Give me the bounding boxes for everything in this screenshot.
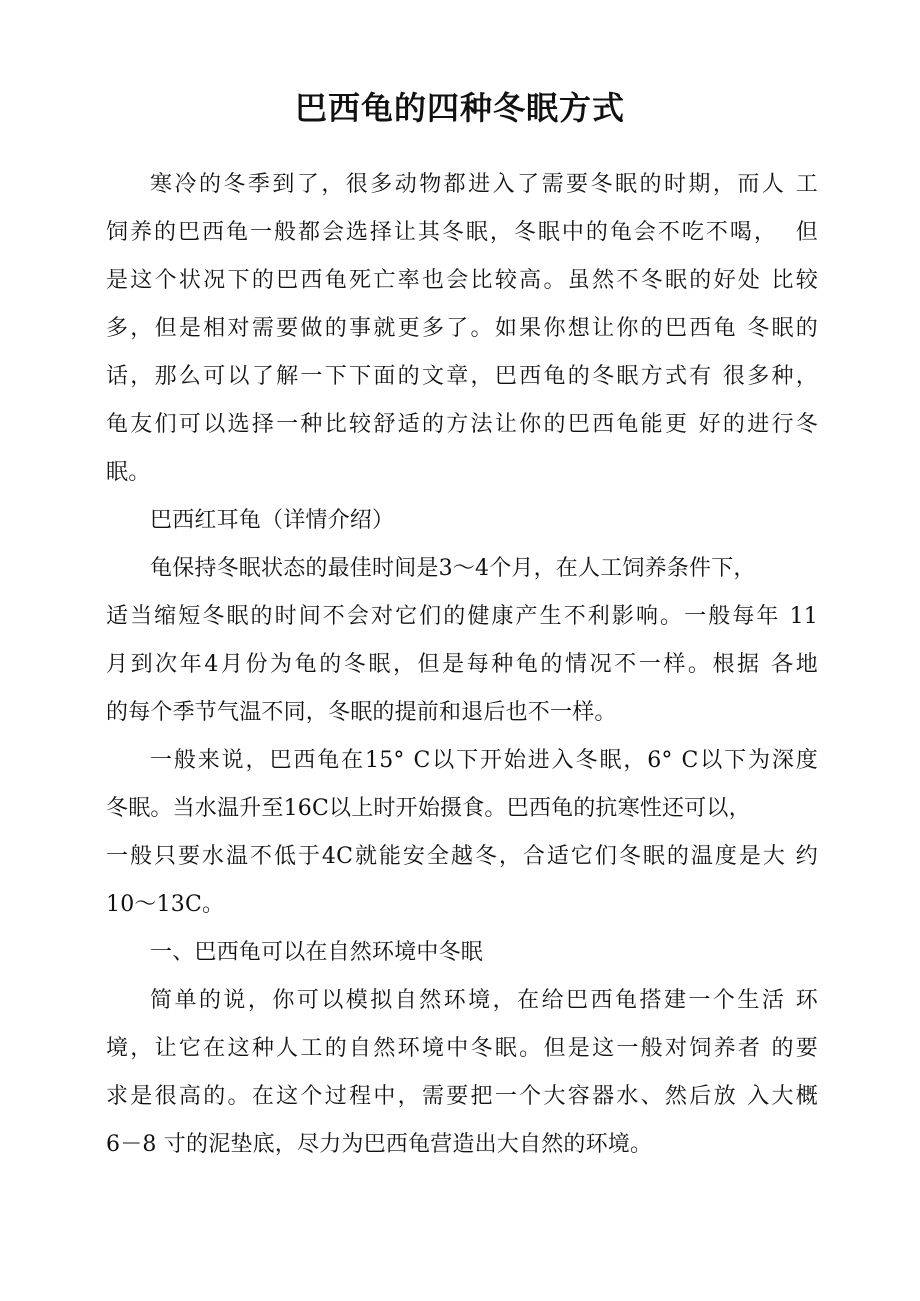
section-heading: 一、巴西龟可以在自然环境中冬眠 [150,940,484,965]
paragraph-line: 适当缩短冬眠的时间不会对它们的健康产生不利影响。一般每年 11 [106,604,818,629]
paragraph-line: 的每个季节气温不同，冬眠的提前和退后也不一样。 [106,700,617,725]
paragraph-line: 求是很高的。在这个过程中，需要把一个大容器水、然后放 入大概 [106,1084,818,1109]
paragraph-line: 多，但是相对需要做的事就更多了。如果你想让你的巴西龟 冬眠的 [106,316,818,341]
paragraph-line: 饲养的巴西龟一般都会选择让其冬眠，冬眠中的龟会不吃不喝， 但 [106,220,818,245]
paragraph-line: 月到次年4月份为龟的冬眠，但是每种龟的情况不一样。根据 各地 [106,652,818,677]
paragraph-line: 境，让它在这种人工的自然环境中冬眠。但是这一般对饲养者 的要 [106,1036,818,1061]
paragraph-line: 是这个状况下的巴西龟死亡率也会比较高。虽然不冬眠的好处 比较 [106,268,818,293]
paragraph-line: 眠。 [106,460,151,485]
paragraph-line: 龟保持冬眠状态的最佳时间是3～4个月，在人工饲养条件下， [150,556,756,581]
paragraph-line: 一般来说，巴西龟在15° C以下开始进入冬眠，6° C以下为深度 [150,748,818,773]
paragraph-line: 话，那么可以了解一下下面的文章，巴西龟的冬眠方式有 很多种， [106,364,818,389]
paragraph-line: 寒冷的冬季到了，很多动物都进入了需要冬眠的时期，而人 工 [150,172,818,197]
paragraph-line: 10～13C。 [106,892,225,917]
paragraph-line: 龟友们可以选择一种比较舒适的方法让你的巴西龟能更 好的进行冬 [106,412,818,437]
paragraph-line: 简单的说，你可以模拟自然环境，在给巴西龟搭建一个生活 环 [150,988,818,1013]
paragraph-line: 6－8 寸的泥垫底，尽力为巴西龟营造出大自然的环境。 [106,1132,653,1157]
paragraph-line: 一般只要水温不低于4C就能安全越冬，合适它们冬眠的温度是大 约 [106,844,818,869]
document-title: 巴西龟的四种冬眠方式 [294,89,625,127]
paragraph-line: 冬眠。当水温升至16C以上时开始摄食。巴西龟的抗寒性还可以， [106,796,751,821]
section-heading: 巴西红耳龟（详情介绍） [150,508,395,533]
